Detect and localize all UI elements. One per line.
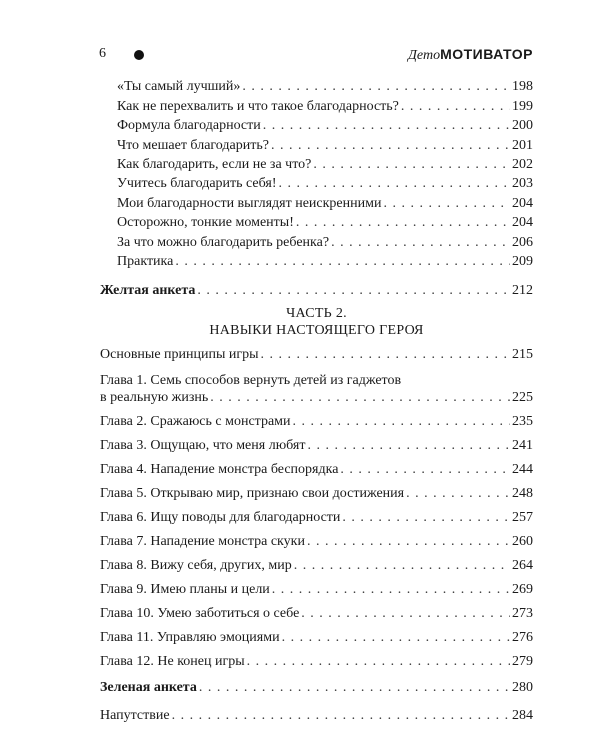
dot-leader [271, 138, 510, 154]
entry-page: 204 [512, 196, 533, 211]
toc-entry [100, 558, 533, 574]
entry-page: 248 [512, 486, 533, 501]
brand-italic-part: Дето [408, 48, 441, 63]
entry-page: 244 [512, 462, 533, 477]
dot-leader [383, 196, 510, 212]
entry-title: Глава 3. Ощущаю, что меня любят [100, 438, 306, 453]
entry-title: Глава 6. Ищу поводы для благодарности [100, 510, 341, 525]
dot-leader [340, 462, 510, 478]
toc-entry-chapter-1 [100, 390, 533, 406]
entry-page: 241 [512, 438, 533, 453]
entry-title: Глава 10. Умею заботиться о себе [100, 606, 300, 621]
entry-page: 284 [512, 708, 533, 723]
entry-title: «Ты самый лучший» [117, 79, 241, 94]
entry-title: Мои благодарности выглядят неискренними [117, 196, 382, 211]
toc-entry [100, 654, 533, 670]
entry-title: За что можно благодарить ребенка? [117, 235, 330, 250]
entry-title: Глава 12. Не конец игры [100, 654, 245, 669]
entry-title: Как благодарить, если не за что? [117, 157, 312, 172]
dot-leader [282, 630, 510, 646]
entry-page: 199 [512, 99, 533, 114]
dot-leader [313, 157, 510, 173]
entry-title: Глава 5. Открываю мир, признаю свои достижения [100, 486, 405, 501]
dot-leader [242, 79, 510, 95]
page-number: 6 [99, 46, 106, 61]
entry-page: 215 [512, 347, 533, 362]
toc-entry [100, 606, 533, 622]
brand-bold-part: МОТИВАТОР [440, 46, 533, 62]
book-brand [408, 46, 533, 64]
bullet-dot [134, 50, 144, 60]
chapter-1-line-1: Глава 1. Семь способов вернуть детей из гаджетов [100, 373, 402, 388]
dot-leader [301, 606, 510, 622]
dot-leader [294, 558, 510, 574]
toc-entry [117, 254, 533, 270]
entry-page: 204 [512, 215, 533, 230]
toc-entry [100, 347, 533, 363]
entry-title: Основные принципы игры [100, 347, 259, 362]
entry-title: Что мешает благодарить? [117, 138, 269, 153]
dot-leader [175, 254, 510, 270]
dot-leader [172, 708, 510, 724]
toc-entry [100, 582, 533, 598]
page-header [0, 46, 600, 66]
dot-leader [307, 534, 510, 550]
entry-title: Глава 11. Управляю эмоциями [100, 630, 280, 645]
toc-entry [100, 630, 533, 646]
toc-entry [117, 138, 533, 154]
toc-entry [100, 462, 533, 478]
entry-page: 260 [512, 534, 533, 549]
entry-title: Учитесь благодарить себя! [117, 176, 277, 191]
entry-title: Как не перехвалить и что такое благодарность? [117, 99, 399, 114]
entry-title: Глава 4. Нападение монстра беспорядка [100, 462, 339, 477]
part-title: НАВЫКИ НАСТОЯЩЕГО ГЕРОЯ [209, 323, 424, 338]
entry-page: 201 [512, 138, 533, 153]
entry-page: 200 [512, 118, 533, 133]
entry-page: 209 [512, 254, 533, 269]
dot-leader [296, 215, 510, 231]
entry-title: Напутствие [100, 708, 170, 723]
part-label: ЧАСТЬ 2. [286, 306, 347, 321]
dot-leader [210, 390, 510, 406]
entry-title: Осторожно, тонкие моменты! [117, 215, 294, 230]
dot-leader [307, 438, 510, 454]
toc-entry [117, 215, 533, 231]
dot-leader [197, 283, 510, 299]
toc-entry [100, 414, 533, 430]
entry-title: Зеленая анкета [100, 680, 197, 695]
toc-entry [100, 534, 533, 550]
dot-leader [331, 235, 510, 251]
dot-leader [263, 118, 510, 134]
toc-entry-green-questionnaire [100, 680, 533, 696]
toc-entry [117, 235, 533, 251]
entry-page: 279 [512, 654, 533, 669]
dot-leader [247, 654, 510, 670]
toc-entry [117, 157, 533, 173]
entry-page: 235 [512, 414, 533, 429]
dot-leader [279, 176, 511, 192]
entry-page: 280 [512, 680, 533, 695]
dot-leader [401, 99, 510, 115]
entry-page: 269 [512, 582, 533, 597]
entry-title: Глава 8. Вижу себя, других, мир [100, 558, 292, 573]
dot-leader [261, 347, 510, 363]
entry-title: Глава 7. Нападение монстра скуки [100, 534, 305, 549]
entry-page: 198 [512, 79, 533, 94]
entry-page: 264 [512, 558, 533, 573]
entry-page: 225 [512, 390, 533, 405]
toc-entry [100, 510, 533, 526]
entry-page: 257 [512, 510, 533, 525]
entry-title: Глава 2. Сражаюсь с монстрами [100, 414, 291, 429]
entry-page: 202 [512, 157, 533, 172]
dot-leader [342, 510, 510, 526]
entry-page: 206 [512, 235, 533, 250]
toc-entry-afterword [100, 708, 533, 724]
entry-page: 276 [512, 630, 533, 645]
toc-entry-yellow-questionnaire [100, 283, 533, 299]
toc-entry [100, 438, 533, 454]
toc-entry [117, 79, 533, 95]
toc-entry [117, 118, 533, 134]
dot-leader [293, 414, 510, 430]
entry-title: Желтая анкета [100, 283, 196, 298]
dot-leader [406, 486, 510, 502]
entry-title: Практика [117, 254, 174, 269]
toc-entry [117, 176, 533, 192]
entry-title: Глава 9. Имею планы и цели [100, 582, 270, 597]
toc-entry [100, 486, 533, 502]
entry-title: в реальную жизнь [100, 390, 209, 405]
entry-title: Формула благодарности [117, 118, 261, 133]
toc-entry [117, 99, 533, 115]
toc-entry [117, 196, 533, 212]
entry-page: 203 [512, 176, 533, 191]
entry-page: 273 [512, 606, 533, 621]
entry-page: 212 [512, 283, 533, 298]
dot-leader [199, 680, 510, 696]
dot-leader [272, 582, 510, 598]
